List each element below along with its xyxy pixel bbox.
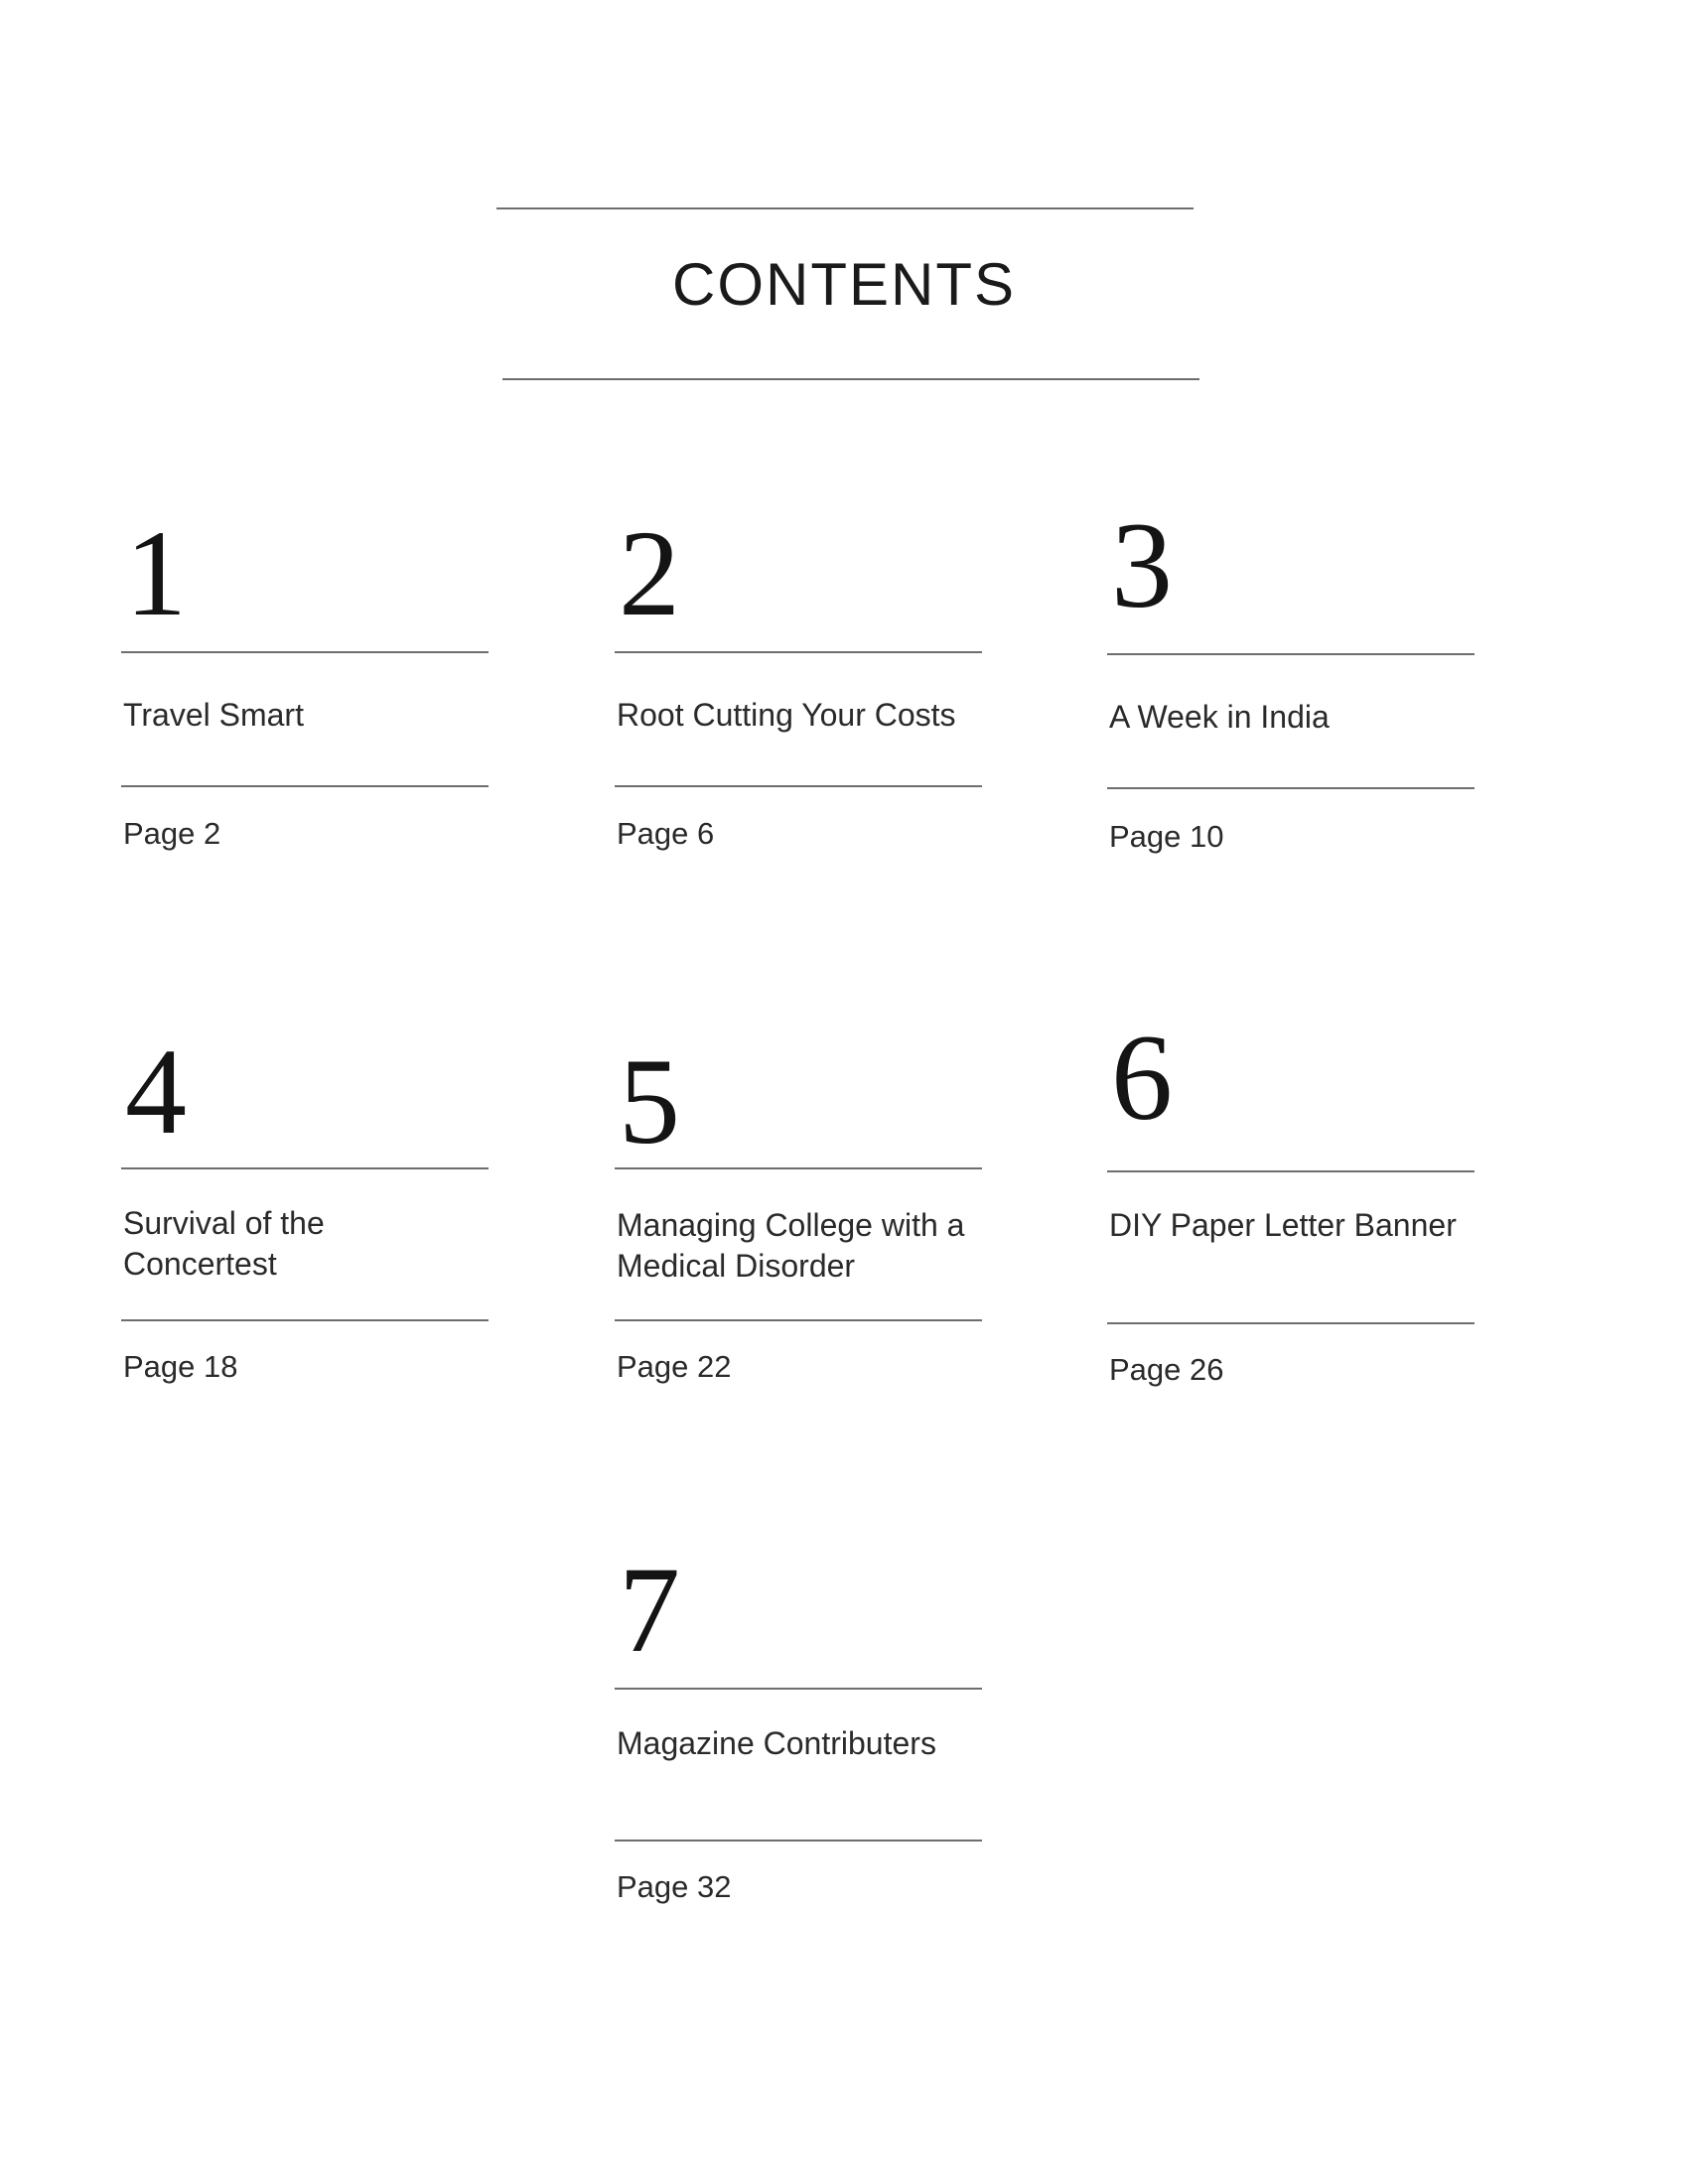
page-title: CONTENTS <box>672 251 1016 318</box>
entry-divider <box>615 1167 982 1169</box>
entry-page: Page 22 <box>617 1349 732 1384</box>
entry-page: Page 26 <box>1109 1352 1224 1387</box>
entry-title: Magazine Contributers <box>617 1725 936 1761</box>
entry-page: Page 10 <box>1109 819 1224 854</box>
entry-page: Page 6 <box>617 816 715 851</box>
entry-divider <box>121 1167 489 1169</box>
entry-number: 1 <box>125 505 187 641</box>
entry-number: 2 <box>619 505 680 641</box>
entry-divider <box>615 1319 982 1321</box>
entry-divider <box>615 651 982 653</box>
entry-divider <box>1107 653 1475 655</box>
entry-divider <box>121 785 489 787</box>
entry-page: Page 18 <box>123 1349 238 1384</box>
entry-divider <box>1107 1322 1475 1324</box>
entry-divider <box>615 785 982 787</box>
entry-divider <box>615 1840 982 1842</box>
entry-divider <box>1107 787 1475 789</box>
entry-divider <box>615 1688 982 1690</box>
header-bottom-rule <box>502 378 1199 380</box>
entry-number: 3 <box>1111 497 1173 633</box>
entry-page: Page 2 <box>123 816 221 851</box>
entry-divider <box>121 651 489 653</box>
entry-title: Managing College with a Medical Disorder <box>617 1207 965 1284</box>
entry-number: 5 <box>619 1033 680 1169</box>
entry-title: Root Cutting Your Costs <box>617 697 956 733</box>
entry-divider <box>1107 1170 1475 1172</box>
entry-number: 4 <box>125 1024 187 1160</box>
entry-number: 6 <box>1111 1010 1173 1146</box>
entry-title: Travel Smart <box>123 697 304 733</box>
entry-title: A Week in India <box>1109 699 1330 735</box>
entry-page: Page 32 <box>617 1869 732 1904</box>
entry-title: Survival of the Concertest <box>123 1205 325 1282</box>
entry-divider <box>121 1319 489 1321</box>
entry-title: DIY Paper Letter Banner <box>1109 1207 1457 1243</box>
header-top-rule <box>496 207 1194 209</box>
entry-number: 7 <box>619 1542 680 1678</box>
